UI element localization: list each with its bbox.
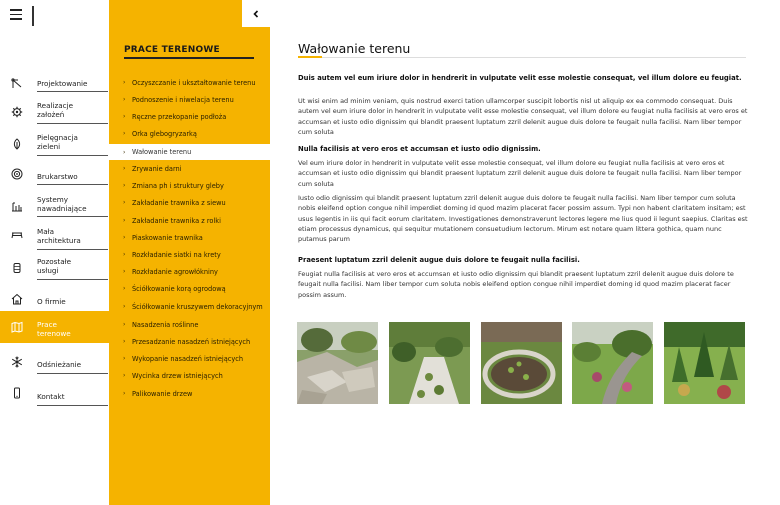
submenu-item[interactable]: › Ściółkowanie korą ogrodową <box>123 284 226 293</box>
map-icon <box>10 320 24 334</box>
submenu-item[interactable]: › Piaskowanie trawnika <box>123 233 203 242</box>
chevron-right-icon: › <box>123 148 126 156</box>
nav-label: Systemy nawadniające <box>37 195 87 213</box>
body-paragraph: Vel eum iriure dolor in hendrerit in vulputate velit esse molestie consequat, vel illum dolore eu feugiat nulla facilisis at vero eros et accumsan et iusto odio dignissim qui blandit praesent luptatum zzril delenit augue duis dolore te feugait nulla facilisi. Nam liber tempor cum soluta <box>298 159 742 188</box>
body-paragraph: Iusto odio dignissim qui blandit praesent luptatum zzril delenit augue duis dolore te feugait nulla facilisi. Nam liber tempor cum soluta nobis eleifend option congue nihil imperdiet doming id quod mazim placerat facer possim assum. Typi non habent claritatem insitam; est usus legentis in iis qui facit eorum claritatem. Investigationes demonstraverunt lectores legere me lius quod ii legunt saepius. Claritas est etiam processus dynamicus, qui sequitur mutationem consuetudium lectorum. Mirum est notare quam littera gothica, quam nunc putamus parum <box>298 194 748 244</box>
submenu-item[interactable]: › Rozkładanie agrowłókniny <box>123 267 218 276</box>
submenu-item-active[interactable]: › Wałowanie terenu <box>109 144 270 160</box>
nav-divider <box>37 279 108 280</box>
nav-item-odsniezanie[interactable] <box>0 354 109 374</box>
chevron-left-icon <box>252 10 260 18</box>
submenu-item[interactable]: › Nasadzenia roślinne <box>123 320 199 329</box>
chevron-right-icon: › <box>123 234 126 241</box>
submenu-item[interactable]: › Ściółkowanie kruszywem dekoracyjnym <box>123 302 263 311</box>
lead-paragraph: Duis autem vel eum iriure dolor in hendrerit in vulputate velit esse molestie consequat, vel illum dolore eu feugiat. <box>298 74 742 82</box>
submenu-title: PRACE TERENOWE <box>124 45 220 55</box>
page-title: Wałowanie terenu <box>298 41 411 56</box>
chevron-right-icon: › <box>123 303 126 310</box>
submenu-item[interactable]: › Zakładanie trawnika z rolki <box>123 216 221 225</box>
nav-label: Odśnieżanie <box>37 360 82 369</box>
submenu-item[interactable]: › Przesadzanie nasadzeń istniejących <box>123 337 251 346</box>
hamburger-menu-icon[interactable] <box>10 9 22 21</box>
chevron-right-icon: › <box>123 390 126 397</box>
irrigation-icon <box>10 199 24 213</box>
subheading: Praesent luptatum zzril delenit augue duis dolore te feugait nulla facilisi. <box>298 256 580 264</box>
gallery-thumbnail[interactable] <box>664 322 745 404</box>
drafting-compass-icon <box>10 76 24 90</box>
gallery-thumbnail[interactable] <box>389 322 470 404</box>
nav-item-projektowanie[interactable] <box>0 74 109 92</box>
collapse-submenu-button[interactable] <box>242 0 270 27</box>
nav-divider <box>37 91 108 92</box>
chevron-right-icon: › <box>123 130 126 137</box>
nav-label: Mała architektura <box>37 227 81 245</box>
submenu-item[interactable]: › Zakładanie trawnika z siewu <box>123 198 226 207</box>
chevron-right-icon: › <box>123 113 126 120</box>
body-paragraph: Feugiat nulla facilisis at vero eros et accumsan et iusto odio dignissim qui blandit praesent luptatum zzril delenit augue duis dolore te feugait nulla facilisi. Nam liber tempor cum soluta nobis eleifend option congue nihil imperdiet doming id quod mazim placerat facer possim assum. <box>298 270 734 299</box>
nav-divider <box>37 216 108 217</box>
nav-divider <box>37 405 108 406</box>
nav-label: Kontakt <box>37 392 65 401</box>
phone-icon <box>10 386 24 400</box>
nav-divider <box>37 184 108 185</box>
logo-divider <box>32 6 34 26</box>
nav-item-realizacje[interactable] <box>0 99 109 124</box>
leaf-icon <box>10 137 24 151</box>
submenu-item[interactable]: › Ręczne przekopanie podłoża <box>123 112 227 121</box>
nav-label: Brukarstwo <box>37 172 78 181</box>
submenu-item[interactable]: › Zrywanie darni <box>123 164 182 173</box>
nav-label: Projektowanie <box>37 79 88 88</box>
target-icon <box>10 167 24 181</box>
nav-item-kontakt[interactable] <box>0 386 109 406</box>
nav-item-systemy[interactable] <box>0 192 109 217</box>
main-sidebar <box>0 0 109 505</box>
submenu-item[interactable]: › Orka glebogryzarką <box>123 129 197 138</box>
nav-item-o-firmie[interactable] <box>0 290 109 308</box>
nav-divider <box>37 123 108 124</box>
gallery-thumbnail[interactable] <box>572 322 653 404</box>
chevron-right-icon: › <box>123 96 126 103</box>
nav-item-prace-terenowe[interactable] <box>0 311 109 343</box>
nav-label: Pozostałe usługi <box>37 257 72 275</box>
barrel-icon <box>10 261 24 275</box>
nav-divider <box>37 249 108 250</box>
chevron-right-icon: › <box>123 285 126 292</box>
nav-item-mala-architektura[interactable] <box>0 225 109 250</box>
chevron-right-icon: › <box>123 79 126 86</box>
chevron-right-icon: › <box>123 372 126 379</box>
chevron-right-icon: › <box>123 199 126 206</box>
chevron-right-icon: › <box>123 182 126 189</box>
submenu-item[interactable]: › Wycinka drzew istniejących <box>123 371 223 380</box>
content-panel <box>270 0 780 505</box>
submenu-item[interactable]: › Oczyszczanie i ukształtowanie terenu <box>123 78 256 87</box>
house-icon <box>10 292 24 306</box>
gallery-thumbnail[interactable] <box>481 322 562 404</box>
subheading: Nulla facilisis at vero eros et accumsan et iusto odio dignissim. <box>298 145 541 153</box>
nav-label: Prace terenowe <box>37 320 71 338</box>
gallery-thumbnail[interactable] <box>297 322 378 404</box>
chevron-right-icon: › <box>123 321 126 328</box>
chevron-right-icon: › <box>123 217 126 224</box>
submenu-item[interactable]: › Wykopanie nasadzeń istniejących <box>123 354 244 363</box>
chevron-right-icon: › <box>123 355 126 362</box>
title-divider <box>298 57 746 58</box>
bench-icon <box>10 227 24 241</box>
chevron-right-icon: › <box>123 251 126 258</box>
submenu-item[interactable]: › Podnoszenie i niwelacja terenu <box>123 95 234 104</box>
nav-label: Pielęgnacja zieleni <box>37 133 78 151</box>
chevron-right-icon: › <box>123 338 126 345</box>
nav-item-brukarstwo[interactable] <box>0 167 109 185</box>
submenu-title-underline <box>124 57 254 59</box>
nav-item-pozostale[interactable] <box>0 255 109 280</box>
title-accent <box>298 56 322 58</box>
nav-divider <box>37 155 108 156</box>
nav-item-pielegnacja[interactable] <box>0 131 109 156</box>
submenu-item[interactable]: › Palikowanie drzew <box>123 389 193 398</box>
gear-icon <box>10 105 24 119</box>
submenu-item[interactable]: › Zmiana ph i struktury gleby <box>123 181 224 190</box>
submenu-item[interactable]: › Rozkładanie siatki na krety <box>123 250 221 259</box>
body-paragraph: Ut wisi enim ad minim veniam, quis nostrud exerci tation ullamcorper suscipit lobortis nisl ut aliquip ex ea commodo consequat. Duis autem vel eum iriure dolor in hendrerit in vulputate velit esse molestie consequat, vel illum dolore eu feugiat nulla facilisis at vero eros et accumsan et iusto odio dignissim qui blandit praesent luptatum zzril delenit augue duis dolore te feugait nulla facilisi. Nam liber tempor cum soluta <box>298 97 748 136</box>
nav-divider <box>37 373 108 374</box>
nav-label: Realizacje założeń <box>37 101 74 119</box>
chevron-right-icon: › <box>123 165 126 172</box>
submenu-panel <box>109 0 270 505</box>
chevron-right-icon: › <box>123 268 126 275</box>
snowflake-icon <box>10 355 24 369</box>
nav-label: O firmie <box>37 297 66 306</box>
